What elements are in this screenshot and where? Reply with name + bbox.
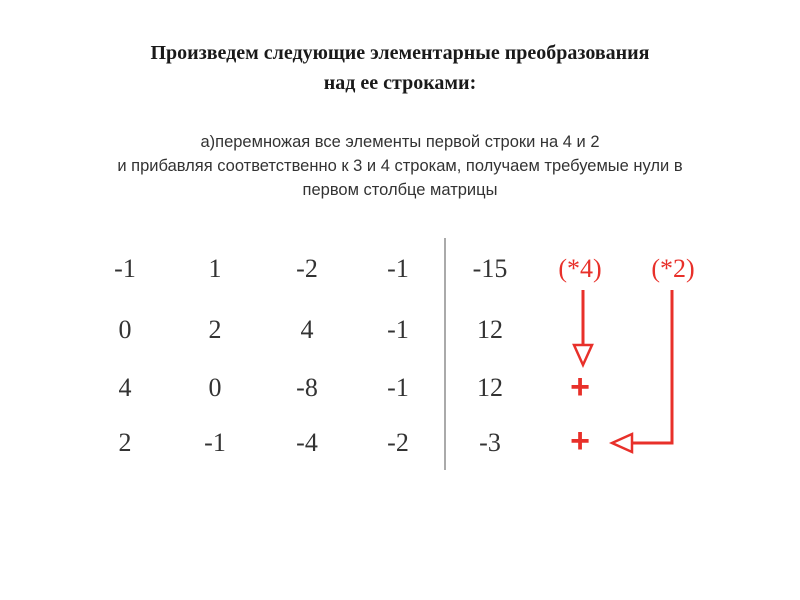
plus-sign-row-4: + bbox=[570, 422, 590, 460]
title-line-2: над ее строками: bbox=[323, 72, 477, 94]
matrix-cell-r4-c5: -3 bbox=[479, 428, 501, 457]
matrix-cell-r1-c1: -1 bbox=[114, 254, 136, 283]
matrix-cell-r2-c3: 4 bbox=[300, 315, 314, 344]
arrow-left-icon bbox=[612, 290, 672, 452]
matrix-cell-r4-c1: 2 bbox=[118, 428, 132, 457]
multiplier-2-label: (*2) bbox=[651, 254, 695, 283]
matrix-cell-r4-c3: -4 bbox=[296, 428, 318, 457]
matrix-cell-r1-c2: 1 bbox=[208, 254, 222, 283]
matrix-cell-r3-c3: -8 bbox=[296, 373, 318, 402]
matrix-cell-r3-c1: 4 bbox=[118, 373, 132, 402]
matrix-cell-r4-c4: -2 bbox=[387, 428, 409, 457]
matrix-cell-r2-c2: 2 bbox=[208, 315, 222, 344]
title-line-1: Произведем следующие элементарные преобразования bbox=[150, 42, 650, 64]
matrix-cell-r1-c3: -2 bbox=[296, 254, 318, 283]
matrix-cell-r1-c4: -1 bbox=[387, 254, 409, 283]
matrix-cell-r3-c5: 12 bbox=[477, 373, 503, 402]
description-line-2: и прибавляя соответственно к 3 и 4 строкам, получаем требуемые нули в bbox=[117, 157, 683, 175]
matrix-cell-r3-c2: 0 bbox=[208, 373, 222, 402]
plus-sign-row-3: + bbox=[570, 368, 590, 406]
matrix-cell-r2-c4: -1 bbox=[387, 315, 409, 344]
description-line-1: а)перемножая все элементы первой строки на 4 и 2 bbox=[200, 133, 600, 151]
description-line-3: первом столбце матрицы bbox=[302, 181, 498, 199]
arrow-down-icon bbox=[574, 290, 592, 365]
matrix-cell-r4-c2: -1 bbox=[204, 428, 226, 457]
matrix-cell-r1-c5: -15 bbox=[472, 254, 508, 283]
matrix-cell-r2-c1: 0 bbox=[118, 315, 132, 344]
multiplier-4-label: (*4) bbox=[558, 254, 602, 283]
matrix-cell-r3-c4: -1 bbox=[387, 373, 409, 402]
matrix-cell-r2-c5: 12 bbox=[477, 315, 503, 344]
